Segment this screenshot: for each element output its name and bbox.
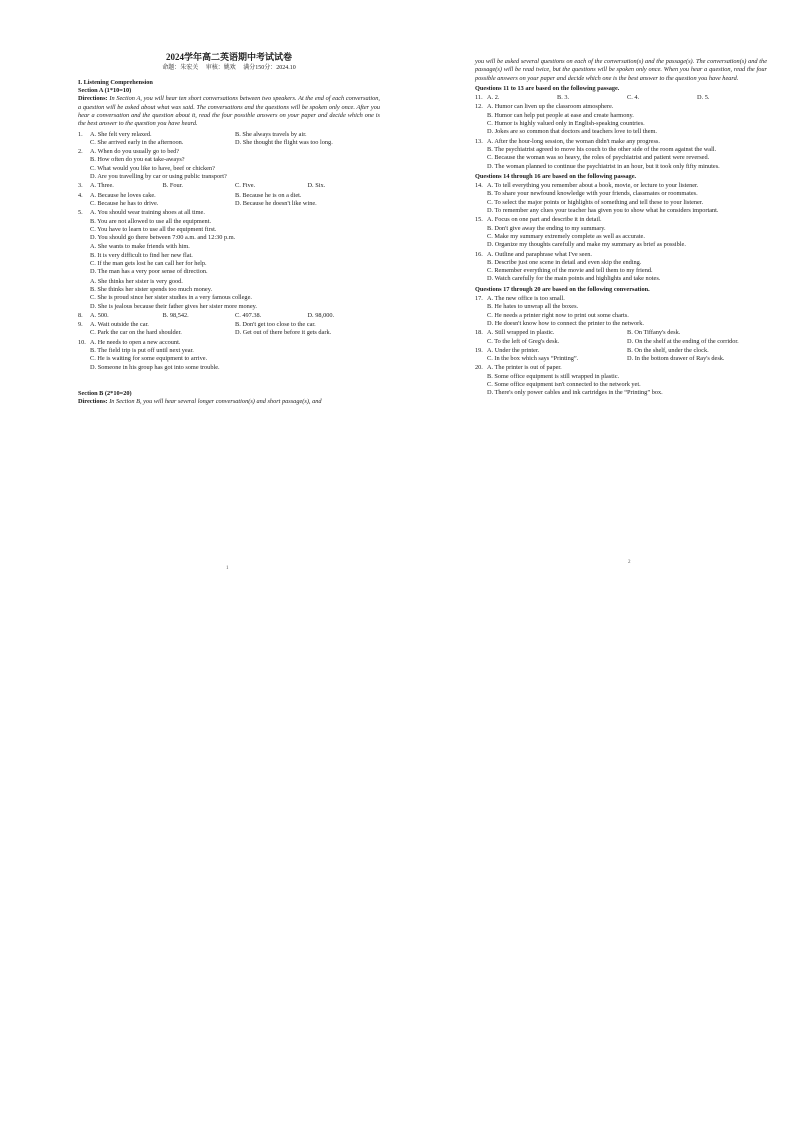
question-4: 4. A. Because he loves cake. B. Because he is on a diet. C. Because he has to drive. D. Because he doesn't like wine. (78, 192, 380, 209)
question-10: 10. A. He needs to open a new account. B. The field trip is put off until next year. C. He is waiting for some equipment to arrive. D. Someone in his group has got into some trouble. (78, 339, 380, 372)
option[interactable]: D. To remember any clues your teacher has given you to show what he considers important. (487, 207, 719, 215)
question-9: 9. A. Wait outside the car. B. Don't get too close to the car. C. Park the car on the hard shoulder. D. Get out of there before it gets dark. (78, 321, 380, 338)
author-label: 命题：朱宏关 (162, 64, 199, 71)
option[interactable]: C. Humor is highly valued only in English-speaking countries. (487, 120, 645, 128)
question-14: 14. A. To tell everything you remember about a book, movie, or lecture to your listener. B. To share your newfound knowledge with your friends, classmates or roommates. C. To select the major points or highlights of something and tell these to your listener. D. To remember any clues your teacher has given you to show what he considers important. (475, 182, 767, 215)
section-b-directions: Directions: In Section B, you will hear several longer conversation(s) and short passage(s), and (78, 398, 322, 406)
option[interactable]: A. She thinks her sister is very good. (90, 277, 183, 285)
option[interactable]: B. The psychiatrist agreed to move his couch to the other side of the room against the wall. (487, 145, 717, 153)
option[interactable]: C. 497.38. (235, 311, 262, 319)
option[interactable]: B. She always travels by air. (235, 130, 307, 138)
option[interactable]: A. Three. (90, 182, 114, 190)
option[interactable]: B. Don't get too close to the car. (235, 321, 316, 329)
option[interactable]: C. He is waiting for some equipment to arrive. (90, 355, 208, 363)
option[interactable]: D. There's only power cables and ink cartridges in the “Printing” box. (487, 389, 663, 397)
option[interactable]: B. 3. (557, 94, 570, 102)
question-13: 13. A. After the hour-long session, the woman didn't make any progress. B. The psychiatrist agreed to move his couch to the other side of the room against the wall. C. Because the woman was so heavy, the roles of psychiatrist and patient were reversed. D. The woman planned to continue the psychiatrist in an hour, but it took only fifty minutes. (475, 138, 767, 171)
option[interactable]: D. 5. (697, 94, 710, 102)
option[interactable]: C. To select the major points or highlights of something and tell these to your listener. (487, 198, 704, 206)
option[interactable]: D. Get out of there before it gets dark. (235, 329, 332, 337)
option[interactable]: C. Five. (235, 182, 256, 190)
question-5: 5. A. You should wear training shoes at all time. B. You are not allowed to use all the equipment. C. You have to learn to use all the equipment first. D. You should go there between 7:00 a.m. and 12:30 p.m. (78, 209, 380, 242)
option[interactable]: B. He hates to unwrap all the boxes. (487, 303, 579, 311)
question-18: 18. A. Still wrapped in plastic. B. On Tiffany's desk. C. To the left of Greg's desk. D. On the shelf at the ending of the corridor. (475, 329, 767, 346)
option[interactable]: D. The woman planned to continue the psychiatrist in an hour, but it took only fifty minutes. (487, 162, 720, 170)
option[interactable]: B. She thinks her sister spends too much money. (90, 285, 213, 293)
left-column (78, 52, 380, 408)
option[interactable]: A. Focus on one part and describe it in detail. (487, 216, 602, 224)
option[interactable]: C. She is proud since her sister studies in a very famous college. (90, 294, 252, 302)
option[interactable]: D. He doesn't know how to connect the printer to the network. (487, 319, 644, 327)
option[interactable]: D. In the bottom drawer of Ray's desk. (627, 355, 725, 363)
option[interactable]: B. On Tiffany's desk. (627, 329, 681, 337)
option[interactable]: C. Make my summary extremely complete as well as accurate. (487, 232, 645, 240)
option[interactable]: D. Are you travelling by car or using public transport? (90, 173, 227, 181)
option[interactable]: A. Still wrapped in plastic. (487, 329, 555, 337)
option[interactable]: D. Six. (307, 182, 326, 190)
option[interactable]: C. In the box which says “Printing”. (487, 355, 579, 363)
page-number: 1 (226, 566, 229, 571)
option[interactable]: B. 98,542. (162, 311, 189, 319)
exam-meta (78, 65, 380, 73)
option[interactable]: D. Jokes are so common that doctors and teachers love to tell them. (487, 128, 657, 136)
option[interactable]: C. Park the car on the hard shoulder. (90, 329, 182, 337)
option[interactable]: A. Wait outside the car. (90, 321, 149, 329)
question-3: 3. A. Three. B. Four. C. Five. D. Six. (78, 182, 380, 190)
option[interactable]: A. Humor can liven up the classroom atmosphere. (487, 103, 614, 111)
option[interactable]: B. It is very difficult to find her new flat. (90, 251, 193, 259)
option[interactable]: D. Organize my thoughts carefully and make my summary as brief as possible. (487, 241, 686, 249)
question-7 (78, 278, 380, 311)
option[interactable]: C. Some office equipment isn't connected to the network yet. (487, 380, 641, 388)
option[interactable]: B. On the shelf, under the clock. (627, 346, 709, 354)
option[interactable]: C. She arrived early in the afternoon. (90, 138, 184, 146)
option[interactable]: B. The field trip is put off until next year. (90, 346, 194, 354)
question-15: 15. A. Focus on one part and describe it in detail. B. Don't give away the ending to my summary. C. Make my summary extremely complete as well as accurate. D. Organize my thoughts carefully and make my summary as brief as possible. (475, 216, 767, 249)
right-column (475, 58, 767, 398)
question-6 (78, 243, 380, 276)
option[interactable]: A. The printer is out of paper. (487, 364, 562, 372)
option[interactable]: B. Four. (162, 182, 183, 190)
option[interactable]: A. You should wear training shoes at all time. (90, 209, 205, 217)
option[interactable]: C. Because the woman was so heavy, the roles of psychiatrist and patient were reversed. (487, 154, 710, 162)
reviewer-label: 审核：姚欢 (205, 64, 236, 71)
section-a-directions: Directions: In Section A, you will hear ten short conversations between two speakers. At the end of each conversation, a question will be asked about what was said. The conversations and the questions will be spoken only once. After you hear a conversation and the question about it, read the four possible answers on your paper and decide which one is the best answer to the question you have heard. (78, 95, 380, 128)
option[interactable]: C. 4. (627, 94, 640, 102)
option[interactable]: B. Because he is on a diet. (235, 191, 302, 199)
option[interactable]: B. Don't give away the ending to my summary. (487, 224, 606, 232)
question-20: 20. A. The printer is out of paper. B. Some office equipment is still wrapped in plastic. C. Some office equipment isn't connected to the network yet. D. There's only power cables and ink cartridges in the “Printing” box. (475, 364, 767, 397)
option[interactable]: D. Watch carefully for the main points and highlights and take notes. (487, 275, 661, 283)
exam-title: 2024学年高二英语期中考试试卷 (165, 52, 292, 62)
question-2: 2. A. When do you usually go to bed? B. How often do you eat take-aways? C. What would you like to have, beef or chicken? D. Are you travelling by car or using public transport? (78, 148, 380, 181)
option[interactable]: A. After the hour-long session, the woman didn't make any progress. (487, 137, 660, 145)
option[interactable]: D. Someone in his group has got into some trouble. (90, 363, 220, 371)
option[interactable]: A. To tell everything you remember about a book, movie, or lecture to your listener. (487, 182, 699, 190)
option[interactable]: B. To share your newfound knowledge with your friends, classmates or roommates. (487, 190, 698, 198)
part-heading: I. Listening Comprehension (78, 78, 153, 86)
option[interactable]: C. Because he has to drive. (90, 199, 159, 207)
question-11: 11. A. 2. B. 3. C. 4. D. 5. (475, 94, 767, 102)
question-19: 19. A. Under the printer. B. On the shelf, under the clock. C. In the box which says “Printing”. D. In the bottom drawer of Ray's desk. (475, 347, 767, 364)
option[interactable]: A. The new office is too small. (487, 295, 565, 303)
option[interactable]: D. She is jealous because their father gives her sister more money. (90, 302, 257, 310)
option[interactable]: A. 500. (90, 311, 109, 319)
option[interactable]: A. Outline and paraphrase what I've seen. (487, 250, 592, 258)
group-heading: Questions 14 through 16 are based on the following passage. (475, 172, 637, 180)
group-heading: Questions 17 through 20 are based on the following conversation. (475, 285, 650, 293)
option[interactable]: A. 2. (487, 94, 500, 102)
option[interactable]: C. Remember everything of the movie and tell them to my friend. (487, 267, 653, 275)
option[interactable]: D. 98,000. (307, 311, 335, 319)
option[interactable]: D. The man has a very poor sense of direction. (90, 268, 208, 276)
option[interactable]: A. When do you usually go to bed? (90, 148, 180, 156)
option[interactable]: C. What would you like to have, beef or chicken? (90, 164, 215, 172)
question-16: 16. A. Outline and paraphrase what I've seen. B. Describe just one scene in detail and even skip the ending. C. Remember everything of the movie and tell them to my friend. D. Watch carefully for the main points and highlights and take notes. (475, 251, 767, 284)
option[interactable]: C. You have to learn to use all the equipment first. (90, 225, 217, 233)
section-b-heading: Section B (2*10=20) (78, 389, 132, 397)
option[interactable]: B. You are not allowed to use all the equipment. (90, 217, 212, 225)
option[interactable]: D. You should go there between 7:00 a.m. and 12:30 p.m. (90, 234, 236, 242)
option[interactable]: D. On the shelf at the ending of the corridor. (627, 337, 739, 345)
question-1: 1. A. She felt very relaxed. B. She always travels by air. C. She arrived early in the afternoon. D. She thought the flight was too long. (78, 131, 380, 148)
question-17: 17. A. The new office is too small. B. He hates to unwrap all the boxes. C. He needs a printer right now to print out some charts. D. He doesn't know how to connect the printer to the network. (475, 295, 767, 328)
page-number: 2 (628, 560, 631, 565)
option[interactable]: D. Because he doesn't like wine. (235, 199, 317, 207)
option[interactable]: A. She felt very relaxed. (90, 130, 152, 138)
option[interactable]: C. He needs a printer right now to print out some charts. (487, 311, 629, 319)
option[interactable]: C. To the left of Greg's desk. (487, 337, 560, 345)
question-12: 12. A. Humor can liven up the classroom atmosphere. B. Humor can help put people at ease and create harmony. C. Humor is highly valued only in English-speaking countries. D. Jokes are so common that doctors and teachers love to tell them. (475, 103, 767, 136)
option[interactable]: C. If the man gets lost he can call her for help. (90, 260, 207, 268)
option[interactable]: B. Some office equipment is still wrapped in plastic. (487, 372, 620, 380)
option[interactable]: B. Humor can help put people at ease and create harmony. (487, 111, 634, 119)
option[interactable]: D. She thought the flight was too long. (235, 138, 333, 146)
option[interactable]: B. Describe just one scene in detail and even skip the ending. (487, 258, 642, 266)
option[interactable]: A. Because he loves cake. (90, 191, 156, 199)
group-heading: Questions 11 to 13 are based on the following passage. (475, 84, 620, 92)
option[interactable]: B. How often do you eat take-aways? (90, 156, 185, 164)
section-b-directions-continued: you will be asked several questions on each of the conversation(s) and the passage(s). The conversation(s) and the passage(s) will be read twice, but the questions will be spoken only once. When you hear a question, read the four possible answers on your paper and decide which one is the best answer to the question you have heard. (475, 58, 767, 82)
score-label: 满分150分：2024.10 (243, 64, 296, 71)
option[interactable]: A. Under the printer. (487, 346, 540, 354)
question-8: 8. A. 500. B. 98,542. C. 497.38. D. 98,000. (78, 312, 380, 320)
option[interactable]: A. He needs to open a new account. (90, 338, 181, 346)
option[interactable]: A. She wants to make friends with him. (90, 243, 190, 251)
section-a-heading: Section A (1*10=10) (78, 87, 132, 95)
